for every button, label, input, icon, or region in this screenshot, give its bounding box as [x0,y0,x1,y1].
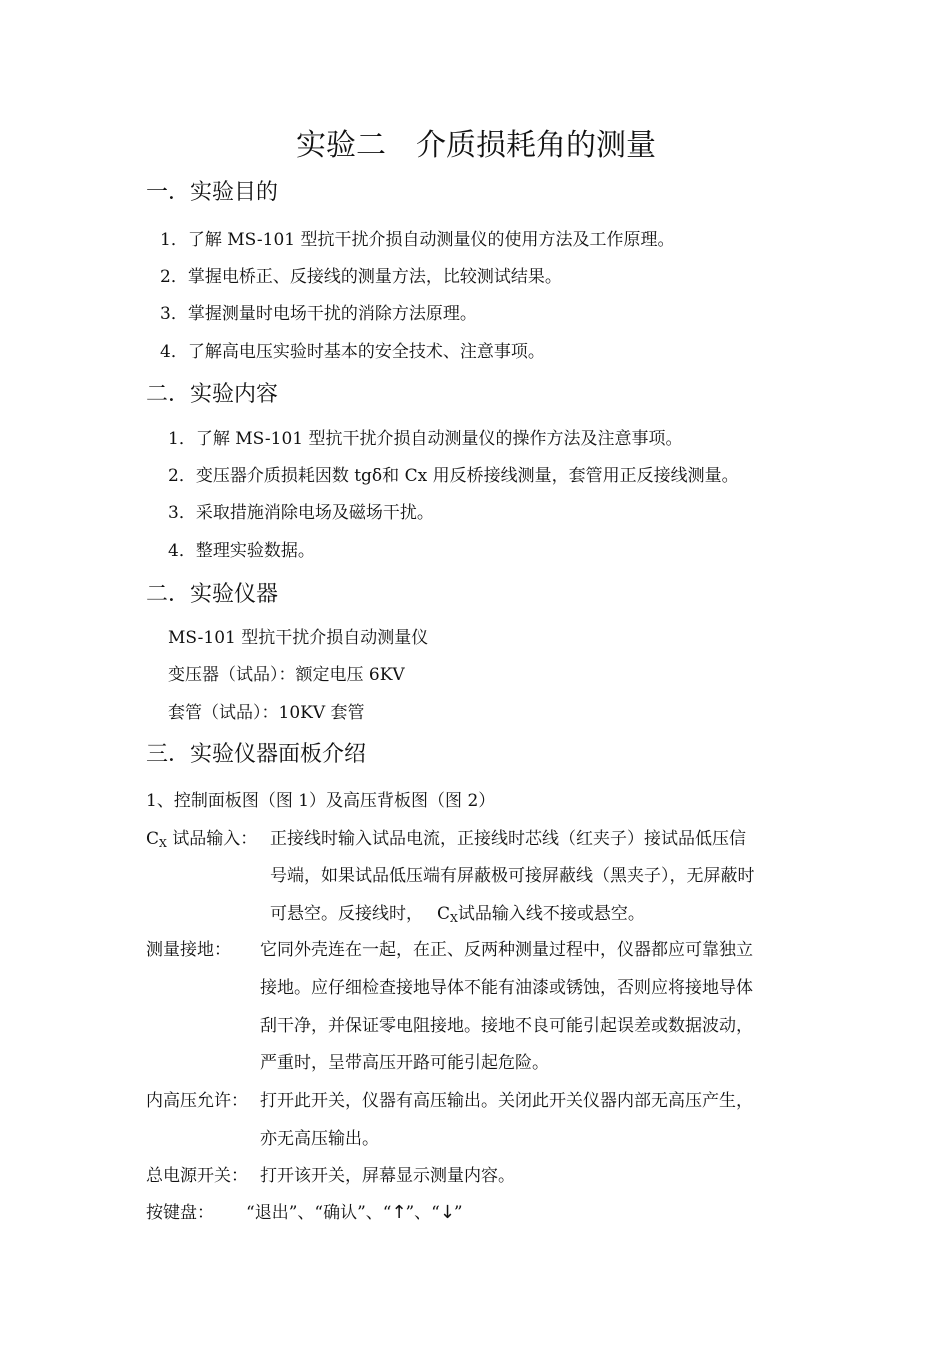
list-item: MS-101 型抗干扰介损自动测量仪 [168,628,429,648]
power-label: 总电源开关： [146,1166,248,1186]
list-item: 1．了解 MS-101 型抗干扰介损自动测量仪的使用方法及工作原理。 [160,230,675,250]
cx-desc-line: 可悬空。反接线时， $C_X$试品输入线不接或悬空。 [270,904,645,925]
list-item: 1．了解 MS-101 型抗干扰介损自动测量仪的操作方法及注意事项。 [168,429,683,449]
section-heading-panel: 三．实验仪器面板介绍 [146,742,367,767]
list-item: 变压器（试品）：额定电压 6KV [168,665,405,685]
ground-desc-line: 它同外壳连在一起，在正、反两种测量过程中，仪器都应可靠独立 [260,940,753,960]
list-item: 2．变压器介质损耗因数 tgδ和 Cx 用反桥接线测量，套管用正反接线测量。 [168,466,739,486]
ground-desc-line: 接地。应仔细检查接地导体不能有油漆或锈蚀，否则应将接地导体 [260,978,753,998]
hv-label: 内高压允许： [146,1091,248,1111]
list-item: 4．整理实验数据。 [168,541,315,561]
hv-desc-line: 亦无高压输出。 [260,1129,379,1149]
section-heading-purpose: 一．实验目的 [146,180,279,205]
cx-label: $C_X$ 试品输入： [146,829,258,850]
section-heading-content: 二．实验内容 [146,382,279,407]
list-item: 3．掌握测量时电场干扰的消除方法原理。 [160,304,477,324]
list-item: 套管（试品）：10KV 套管 [168,703,365,723]
cx-desc-line: 号端，如果试品低压端有屏蔽极可接屏蔽线（黑夹子），无屏蔽时 [270,866,755,886]
ground-desc-line: 严重时，呈带高压开路可能引起危险。 [260,1053,549,1073]
ground-label: 测量接地： [146,940,231,960]
cx-desc-line: 正接线时输入试品电流，正接线时芯线（红夹子）接试品低压信 [270,829,746,849]
list-item: 2．掌握电桥正、反接线的测量方法，比较测试结果。 [160,267,562,287]
power-desc-line: 打开该开关，屏幕显示测量内容。 [260,1166,515,1186]
ground-desc-line: 刮干净，并保证零电阻接地。接地不良可能引起误差或数据波动， [260,1016,753,1036]
hv-desc-line: 打开此开关，仪器有高压输出。关闭此开关仪器内部无高压产生， [260,1091,753,1111]
panel-intro: 1、控制面板图（图 1）及高压背板图（图 2） [146,791,496,811]
keypad-desc: “退出”、“确认”、“↑”、“↓” [246,1202,463,1223]
arrow-down-icon: ↓ [439,1202,455,1223]
list-item: 3．采取措施消除电场及磁场干扰。 [168,503,434,523]
arrow-up-icon: ↑ [391,1202,407,1223]
list-item: 4．了解高电压实验时基本的安全技术、注意事项。 [160,342,545,362]
page-title: 实验二 介质损耗角的测量 [296,128,656,163]
section-heading-instruments: 二．实验仪器 [146,582,279,607]
keypad-label: 按键盘： [146,1203,214,1223]
